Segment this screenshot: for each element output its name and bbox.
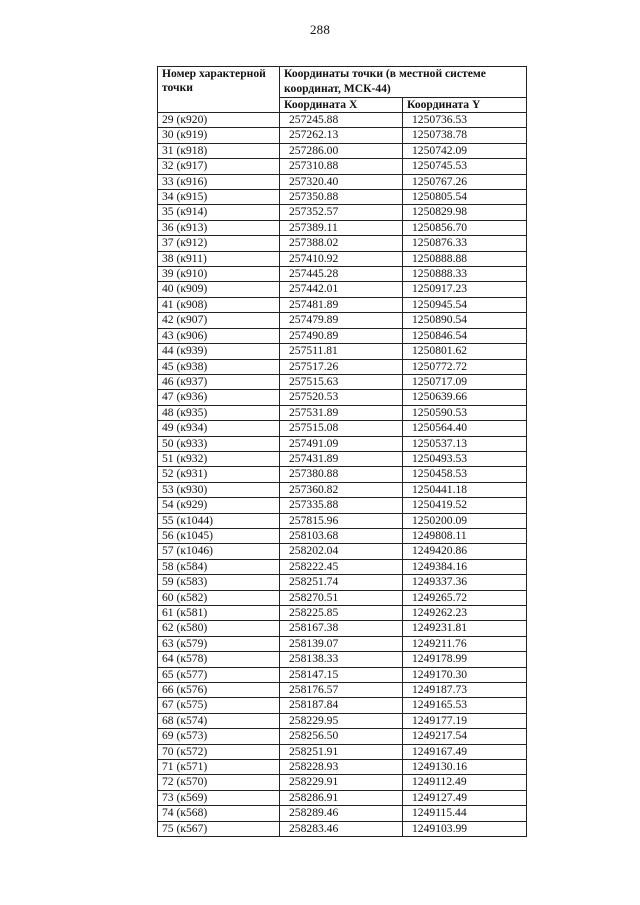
table-row [158,282,527,297]
table-row [158,760,527,775]
x-coordinate-cell: 258228.93 [280,760,403,775]
x-coordinate-cell: 257431.89 [280,451,403,466]
x-coordinate-cell: 258270.51 [280,590,403,605]
x-coordinate-cell: 257388.02 [280,236,403,251]
point-number-cell: 61 (к581) [158,606,280,621]
y-coordinate-cell: 1249211.76 [403,636,527,651]
point-number-cell: 68 (к574) [158,713,280,728]
y-coordinate-cell: 1249217.54 [403,729,527,744]
y-coordinate-cell: 1249384.16 [403,559,527,574]
point-number-cell: 42 (к907) [158,313,280,328]
table-row [158,143,527,158]
x-coordinate-cell: 257815.96 [280,513,403,528]
header-x-coordinate: Координата X [280,98,403,113]
point-number-cell: 45 (к938) [158,359,280,374]
table-row [158,667,527,682]
point-number-cell: 48 (к935) [158,405,280,420]
x-coordinate-cell: 257310.88 [280,159,403,174]
x-coordinate-cell: 258289.46 [280,806,403,821]
table-row [158,498,527,513]
header-row-main [158,67,527,98]
x-coordinate-cell: 258256.50 [280,729,403,744]
x-coordinate-cell: 257491.09 [280,436,403,451]
point-number-cell: 43 (к906) [158,328,280,343]
y-coordinate-cell: 1249130.16 [403,760,527,775]
x-coordinate-cell: 257352.57 [280,205,403,220]
point-number-cell: 73 (к569) [158,790,280,805]
table-row [158,621,527,636]
y-coordinate-cell: 1249337.36 [403,575,527,590]
table-body [158,113,527,837]
table-row [158,236,527,251]
table-row [158,328,527,343]
header-point-number: Номер характерной точки [158,67,280,113]
point-number-cell: 52 (к931) [158,467,280,482]
x-coordinate-cell: 258139.07 [280,636,403,651]
point-number-cell: 64 (к578) [158,652,280,667]
x-coordinate-cell: 257481.89 [280,297,403,312]
x-coordinate-cell: 258225.85 [280,606,403,621]
y-coordinate-cell: 1250200.09 [403,513,527,528]
y-coordinate-cell: 1249170.30 [403,667,527,682]
x-coordinate-cell: 257350.88 [280,190,403,205]
y-coordinate-cell: 1250441.18 [403,482,527,497]
y-coordinate-cell: 1250829.98 [403,205,527,220]
table-row [158,528,527,543]
table-row [158,128,527,143]
table-row [158,821,527,836]
x-coordinate-cell: 257245.88 [280,113,403,128]
point-number-cell: 41 (к908) [158,297,280,312]
point-number-cell: 30 (к919) [158,128,280,143]
x-coordinate-cell: 257511.81 [280,344,403,359]
table-row [158,559,527,574]
x-coordinate-cell: 258283.46 [280,821,403,836]
y-coordinate-cell: 1250745.53 [403,159,527,174]
point-number-cell: 60 (к582) [158,590,280,605]
table-row [158,652,527,667]
table-row [158,220,527,235]
point-number-cell: 65 (к577) [158,667,280,682]
header-y-coordinate: Координата Y [403,98,527,113]
point-number-cell: 72 (к570) [158,775,280,790]
point-number-cell: 59 (к583) [158,575,280,590]
point-number-cell: 57 (к1046) [158,544,280,559]
point-number-cell: 54 (к929) [158,498,280,513]
page-number: 288 [309,22,331,37]
table-row [158,113,527,128]
point-number-cell: 39 (к910) [158,267,280,282]
table-row [158,729,527,744]
x-coordinate-cell: 258202.04 [280,544,403,559]
point-number-cell: 46 (к937) [158,374,280,389]
y-coordinate-cell: 1249112.49 [403,775,527,790]
y-coordinate-cell: 1250772.72 [403,359,527,374]
table-row [158,344,527,359]
y-coordinate-cell: 1250717.09 [403,374,527,389]
point-number-cell: 50 (к933) [158,436,280,451]
table-row [158,544,527,559]
x-coordinate-cell: 257410.92 [280,251,403,266]
point-number-cell: 36 (к913) [158,220,280,235]
y-coordinate-cell: 1250458.53 [403,467,527,482]
y-coordinate-cell: 1250767.26 [403,174,527,189]
y-coordinate-cell: 1249127.49 [403,790,527,805]
table-header [158,67,527,113]
point-number-cell: 70 (к572) [158,744,280,759]
x-coordinate-cell: 258286.91 [280,790,403,805]
table-row [158,374,527,389]
y-coordinate-cell: 1249420.86 [403,544,527,559]
table-row [158,482,527,497]
point-number-cell: 44 (к939) [158,344,280,359]
y-coordinate-cell: 1249187.73 [403,683,527,698]
y-coordinate-cell: 1250945.54 [403,297,527,312]
y-coordinate-cell: 1249178.99 [403,652,527,667]
point-number-cell: 62 (к580) [158,621,280,636]
point-number-cell: 55 (к1044) [158,513,280,528]
table-row [158,405,527,420]
x-coordinate-cell: 258147.15 [280,667,403,682]
y-coordinate-cell: 1249177.19 [403,713,527,728]
x-coordinate-cell: 258251.91 [280,744,403,759]
x-coordinate-cell: 257490.89 [280,328,403,343]
x-coordinate-cell: 257531.89 [280,405,403,420]
y-coordinate-cell: 1249265.72 [403,590,527,605]
y-coordinate-cell: 1250805.54 [403,190,527,205]
y-coordinate-cell: 1250846.54 [403,328,527,343]
point-number-cell: 66 (к576) [158,683,280,698]
x-coordinate-cell: 258176.57 [280,683,403,698]
y-coordinate-cell: 1249808.11 [403,528,527,543]
point-number-cell: 34 (к915) [158,190,280,205]
point-number-cell: 51 (к932) [158,451,280,466]
x-coordinate-cell: 257520.53 [280,390,403,405]
table-row [158,636,527,651]
point-number-cell: 67 (к575) [158,698,280,713]
y-coordinate-cell: 1250888.33 [403,267,527,282]
table-row [158,575,527,590]
point-number-cell: 71 (к571) [158,760,280,775]
point-number-cell: 37 (к912) [158,236,280,251]
table-row [158,251,527,266]
x-coordinate-cell: 257262.13 [280,128,403,143]
x-coordinate-cell: 257286.00 [280,143,403,158]
x-coordinate-cell: 257442.01 [280,282,403,297]
table-row [158,359,527,374]
x-coordinate-cell: 257335.88 [280,498,403,513]
x-coordinate-cell: 258103.68 [280,528,403,543]
y-coordinate-cell: 1250590.53 [403,405,527,420]
table-row [158,806,527,821]
y-coordinate-cell: 1250736.53 [403,113,527,128]
coordinates-table [157,66,527,837]
table-row [158,159,527,174]
x-coordinate-cell: 257479.89 [280,313,403,328]
table-row [158,683,527,698]
x-coordinate-cell: 257389.11 [280,220,403,235]
x-coordinate-cell: 258138.33 [280,652,403,667]
y-coordinate-cell: 1250639.66 [403,390,527,405]
table-row [158,436,527,451]
table-row [158,590,527,605]
point-number-cell: 63 (к579) [158,636,280,651]
y-coordinate-cell: 1250564.40 [403,421,527,436]
point-number-cell: 53 (к930) [158,482,280,497]
x-coordinate-cell: 258187.84 [280,698,403,713]
table-row [158,174,527,189]
table-row [158,267,527,282]
y-coordinate-cell: 1250801.62 [403,344,527,359]
point-number-cell: 58 (к584) [158,559,280,574]
x-coordinate-cell: 258167.38 [280,621,403,636]
table-row [158,790,527,805]
point-number-cell: 75 (к567) [158,821,280,836]
x-coordinate-cell: 257517.26 [280,359,403,374]
x-coordinate-cell: 258229.91 [280,775,403,790]
table-row [158,744,527,759]
point-number-cell: 74 (к568) [158,806,280,821]
y-coordinate-cell: 1250888.88 [403,251,527,266]
table-row [158,313,527,328]
x-coordinate-cell: 257515.63 [280,374,403,389]
point-number-cell: 49 (к934) [158,421,280,436]
table-row [158,451,527,466]
table-row [158,775,527,790]
header-coordinates-group: Координаты точки (в местной системе координат, МСК-44) [280,67,527,98]
table-row [158,421,527,436]
y-coordinate-cell: 1249115.44 [403,806,527,821]
x-coordinate-cell: 258251.74 [280,575,403,590]
y-coordinate-cell: 1249262.23 [403,606,527,621]
x-coordinate-cell: 257515.08 [280,421,403,436]
table-row [158,698,527,713]
point-number-cell: 35 (к914) [158,205,280,220]
point-number-cell: 69 (к573) [158,729,280,744]
table-row [158,297,527,312]
y-coordinate-cell: 1250917.23 [403,282,527,297]
y-coordinate-cell: 1250537.13 [403,436,527,451]
table-row [158,606,527,621]
point-number-cell: 29 (к920) [158,113,280,128]
point-number-cell: 31 (к918) [158,143,280,158]
table-row [158,190,527,205]
x-coordinate-cell: 258229.95 [280,713,403,728]
x-coordinate-cell: 258222.45 [280,559,403,574]
point-number-cell: 40 (к909) [158,282,280,297]
y-coordinate-cell: 1250742.09 [403,143,527,158]
y-coordinate-cell: 1249167.49 [403,744,527,759]
x-coordinate-cell: 257445.28 [280,267,403,282]
table-row [158,513,527,528]
point-number-cell: 47 (к936) [158,390,280,405]
y-coordinate-cell: 1249231.81 [403,621,527,636]
y-coordinate-cell: 1250419.52 [403,498,527,513]
y-coordinate-cell: 1250856.70 [403,220,527,235]
table-row [158,390,527,405]
point-number-cell: 38 (к911) [158,251,280,266]
y-coordinate-cell: 1250890.54 [403,313,527,328]
y-coordinate-cell: 1249103.99 [403,821,527,836]
y-coordinate-cell: 1250738.78 [403,128,527,143]
point-number-cell: 32 (к917) [158,159,280,174]
x-coordinate-cell: 257360.82 [280,482,403,497]
y-coordinate-cell: 1250493.53 [403,451,527,466]
table-row [158,205,527,220]
y-coordinate-cell: 1249165.53 [403,698,527,713]
table-row [158,467,527,482]
x-coordinate-cell: 257320.40 [280,174,403,189]
y-coordinate-cell: 1250876.33 [403,236,527,251]
x-coordinate-cell: 257380.88 [280,467,403,482]
table-row [158,713,527,728]
point-number-cell: 56 (к1045) [158,528,280,543]
point-number-cell: 33 (к916) [158,174,280,189]
